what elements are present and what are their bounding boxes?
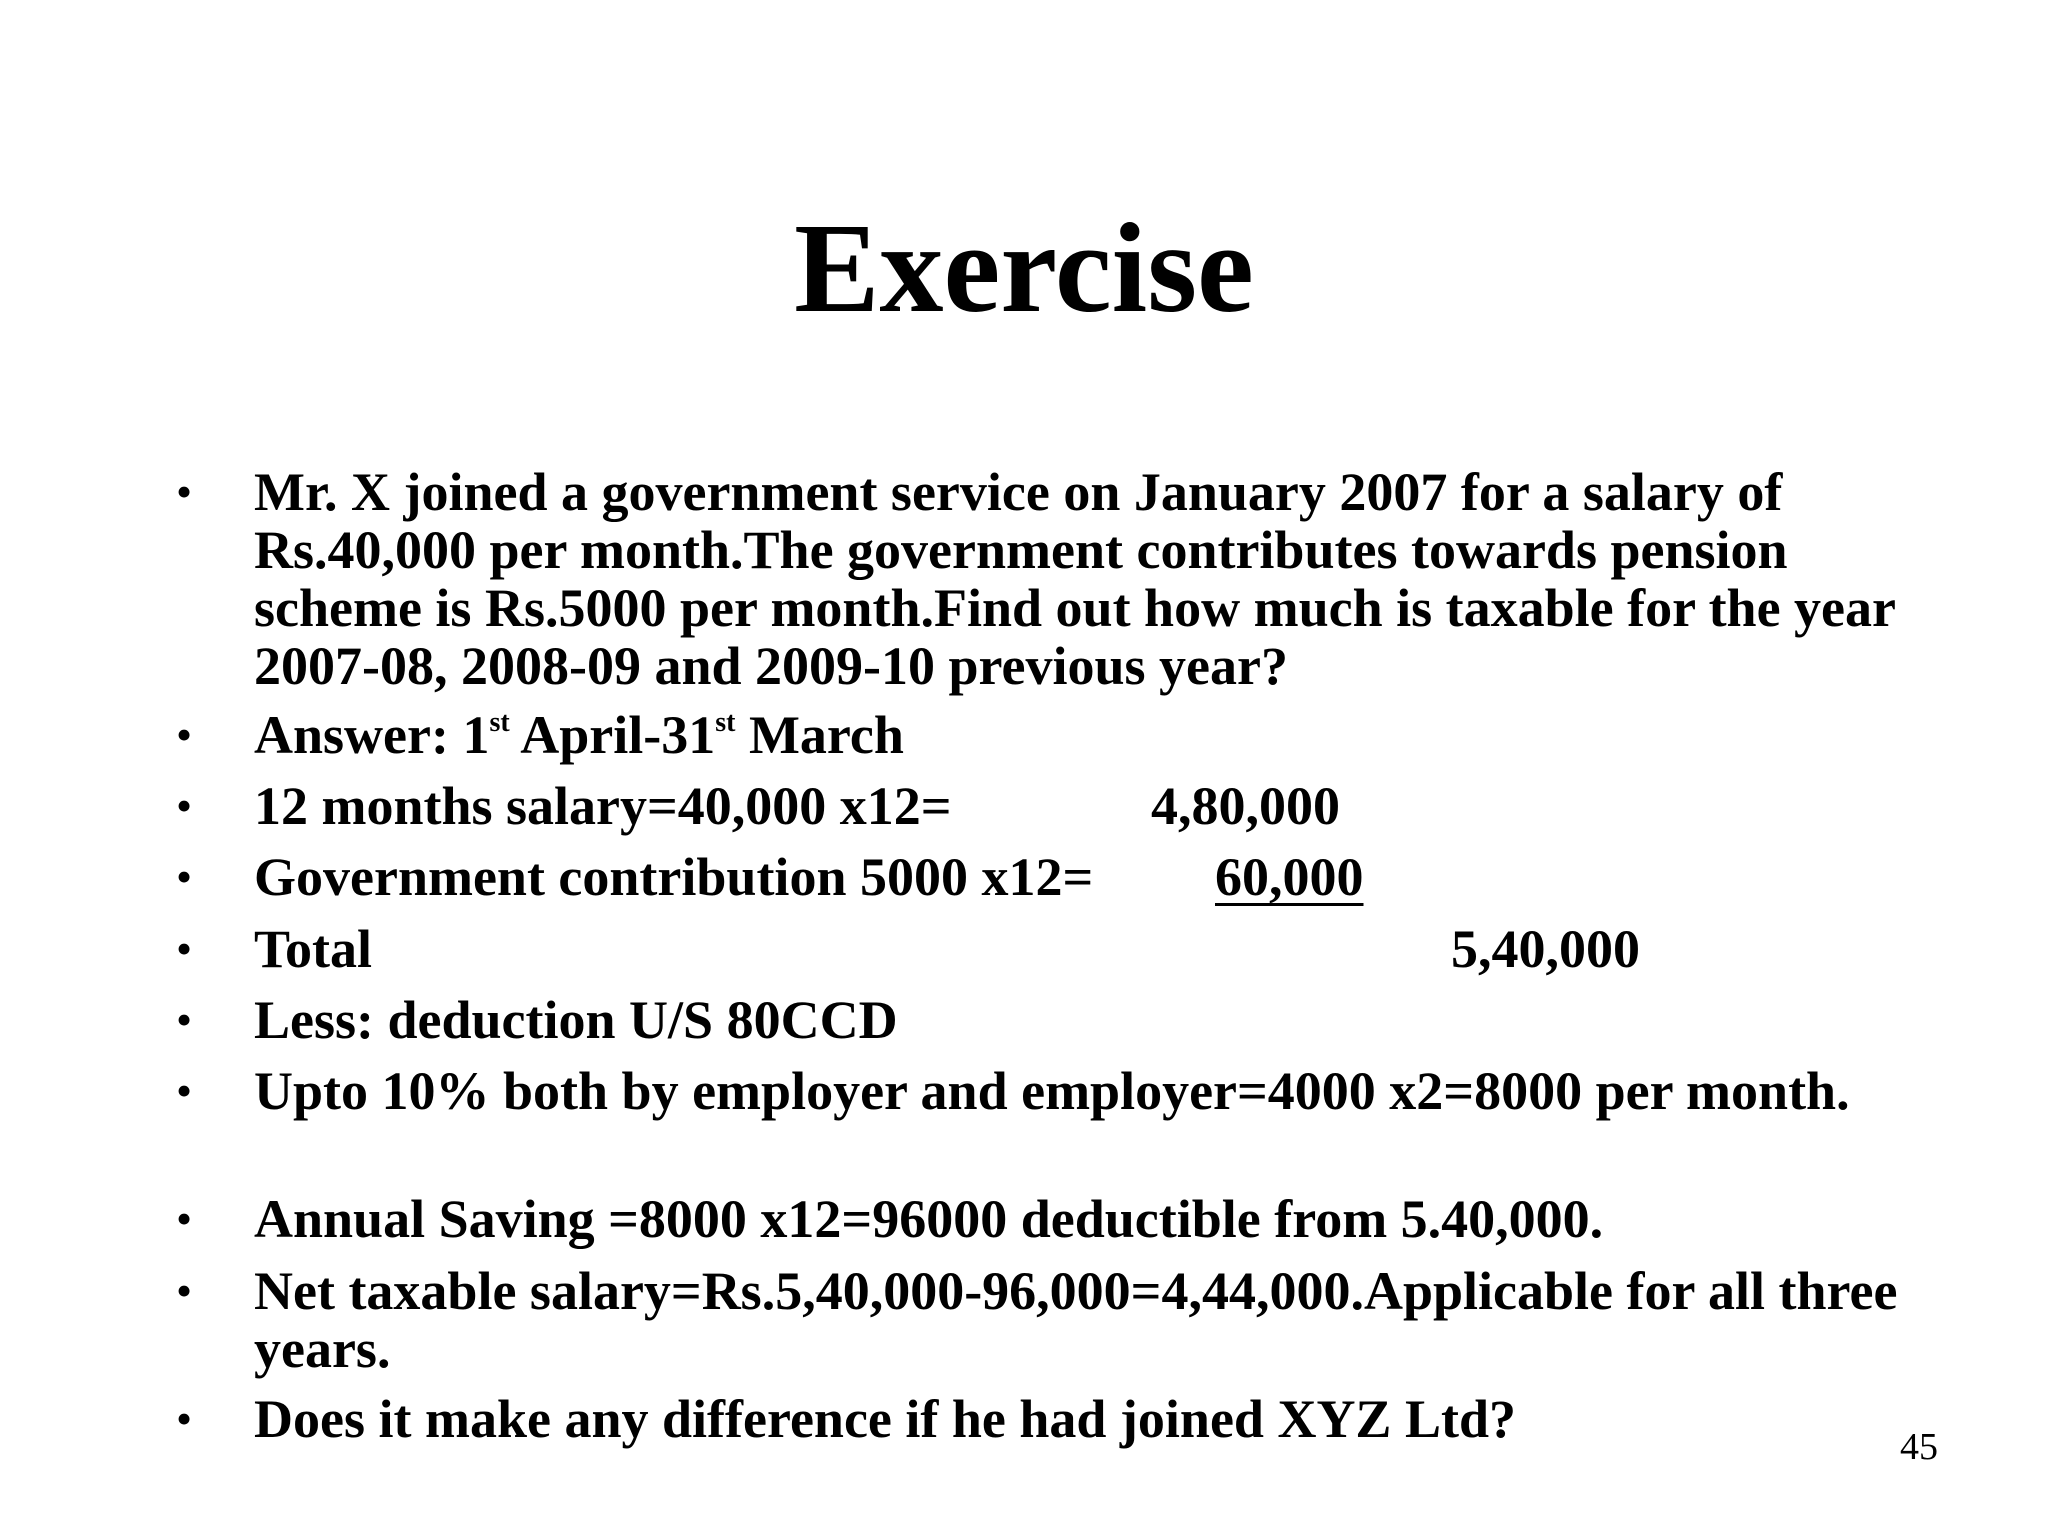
bullet-icon: • — [176, 851, 193, 902]
answer-suffix: March — [735, 705, 904, 765]
deduction-line: Less: deduction U/S 80CCD — [254, 990, 898, 1050]
upto-line: Upto 10% both by employer and employer=4000 x2=8000 per month. — [254, 1061, 1850, 1121]
answer-period — [254, 706, 1914, 764]
problem-statement: Mr. X joined a government service on January 2007 for a salary of Rs.40,000 per month.The government contributes towards pension scheme is Rs.5000 per month.Find out how much is taxable for the year 2007-08, 2008-09 and 2009-10 previous year? — [254, 462, 1896, 696]
bullet-icon: • — [176, 1265, 193, 1316]
final-question: Does it make any difference if he had joined XYZ Ltd? — [254, 1389, 1516, 1449]
annual-saving-line: Annual Saving =8000 x12=96000 deductible from 5.40,000. — [254, 1189, 1604, 1249]
total-label: Total — [254, 919, 373, 979]
bullet-icon: • — [176, 1065, 193, 1116]
bullet-icon: • — [176, 780, 193, 831]
bullet-icon: • — [176, 709, 193, 760]
salary-amount: 4,80,000 — [1151, 776, 1340, 836]
answer-prefix: Answer: 1 — [254, 705, 490, 765]
net-taxable-line: Net taxable salary=Rs.5,40,000-96,000=4,44,000.Applicable for all three years. — [254, 1261, 1898, 1379]
contribution-line: Government contribution 5000 x12= — [254, 847, 1094, 907]
answer-middle: April-31 — [509, 705, 716, 765]
bullet-icon: • — [176, 1193, 193, 1244]
bullet-icon: • — [176, 466, 193, 517]
ordinal-suffix: st — [489, 707, 510, 738]
bullet-icon: • — [176, 923, 193, 974]
total-amount: 5,40,000 — [1451, 919, 1640, 979]
salary-line: 12 months salary=40,000 x12= — [254, 776, 952, 836]
contribution-amount: 60,000 — [1215, 847, 1364, 907]
page-number: 45 — [1900, 1426, 1938, 1468]
bullet-icon: • — [176, 1393, 193, 1444]
ordinal-suffix: st — [715, 707, 736, 738]
slide-title: Exercise — [794, 197, 1254, 339]
bullet-icon: • — [176, 994, 193, 1045]
